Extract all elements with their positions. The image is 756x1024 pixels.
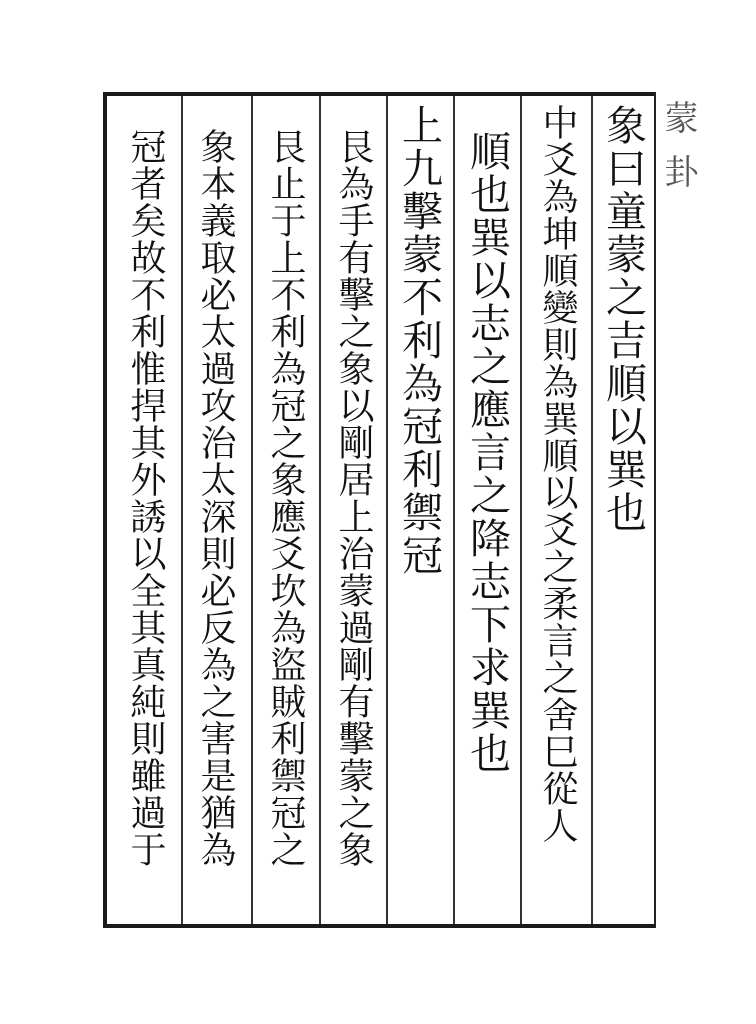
column-rule bbox=[319, 96, 321, 924]
column-rule bbox=[591, 96, 593, 924]
column-rule bbox=[520, 96, 522, 924]
text-column-3: 順也巽以志之應言之降志下求巽也 bbox=[463, 130, 511, 775]
frame-edge-line bbox=[654, 92, 656, 928]
column-rule bbox=[251, 96, 253, 924]
text-column-2: 中爻為坤順變則為巽順以爻之柔言之舍巳從人 bbox=[537, 104, 578, 844]
edge-heading: 蒙卦 bbox=[658, 100, 698, 208]
column-rule bbox=[181, 96, 183, 924]
text-column-5: 艮為手有擊之象以剛居上治蒙過剛有擊蒙之象 bbox=[333, 128, 374, 868]
text-column-8: 冠者矣故不利惟捍其外誘以全其真純則雖過于 bbox=[125, 128, 166, 868]
text-column-1: 象曰童蒙之吉順以巽也 bbox=[599, 104, 647, 534]
text-column-6: 艮止于上不利為冠之象應爻坎為盜賊利禦冠之 bbox=[265, 128, 306, 868]
text-column-4: 上九擊蒙不利為冠利禦冠 bbox=[395, 104, 443, 577]
text-column-7: 象本義取必太過攻治太深則必反為之害是猶為 bbox=[195, 128, 236, 868]
column-rule bbox=[453, 96, 455, 924]
column-rule bbox=[386, 96, 388, 924]
